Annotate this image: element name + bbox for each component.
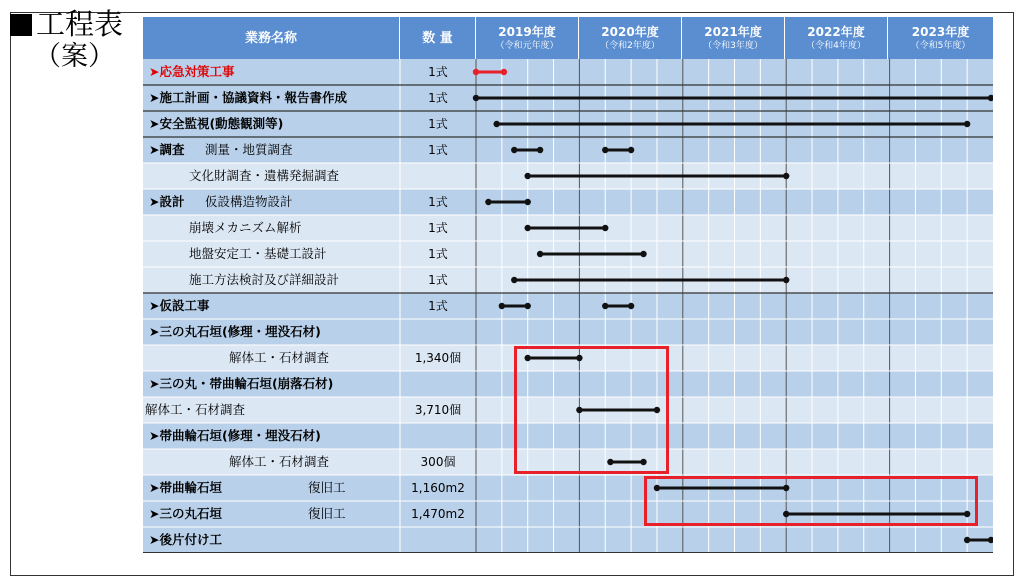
task-quantity: 1式: [428, 247, 448, 261]
task-detail-text: 測量・地質調査: [205, 142, 293, 157]
gantt-bar-endpoint: [511, 147, 517, 153]
task-name-text: ➤安全監視(動態観測等): [149, 116, 284, 131]
task-quantity: 1,340個: [414, 351, 462, 365]
gantt-bar-endpoint: [628, 147, 634, 153]
title-square-icon: [10, 14, 32, 36]
gantt-bar-endpoint: [525, 173, 531, 179]
task-name-text: ➤帯曲輪石垣(修理・埋没石材): [149, 428, 321, 443]
task-quantity: 1式: [428, 299, 448, 313]
task-name-text: 施工方法検討及び詳細設計: [189, 272, 340, 287]
header-year-label: 2020年度: [601, 24, 659, 39]
task-quantity: 1,160m2: [411, 481, 465, 495]
task-name-text: 解体工・石材調査: [145, 402, 246, 417]
gantt-bar-endpoint: [602, 303, 608, 309]
task-name-text: ➤応急対策工事: [149, 64, 235, 79]
task-name-text: ➤帯曲輪石垣: [149, 480, 222, 495]
task-quantity: 1式: [428, 273, 448, 287]
header-year-sublabel: （令和5年度）: [910, 40, 971, 51]
gantt-bar-endpoint: [537, 147, 543, 153]
highlight-box: [514, 346, 669, 474]
gantt-bar-endpoint: [988, 95, 993, 101]
task-name-text: ➤三の丸石垣(修理・埋没石材): [149, 324, 321, 339]
task-name-text: 解体工・石材調査: [229, 454, 330, 469]
gantt-bar-endpoint: [602, 147, 608, 153]
gantt-bar-endpoint: [473, 69, 479, 75]
task-quantity: 1式: [428, 221, 448, 235]
header-year-label: 2021年度: [704, 24, 762, 39]
gantt-bar-endpoint: [511, 277, 517, 283]
gantt-bar-endpoint: [525, 303, 531, 309]
gantt-bar-endpoint: [473, 95, 479, 101]
header-year-sublabel: （令和2年度）: [600, 40, 660, 51]
gantt-bar-endpoint: [964, 121, 970, 127]
gantt-bar-endpoint: [628, 303, 634, 309]
gantt-bar-endpoint: [499, 303, 505, 309]
task-name-text: ➤三の丸石垣: [149, 506, 222, 521]
task-quantity: 300個: [420, 455, 456, 469]
gantt-bar-endpoint: [525, 199, 531, 205]
gantt-bar-endpoint: [485, 199, 491, 205]
task-name-text: ➤後片付け工: [149, 532, 222, 547]
task-name-text: 崩壊メカニズム解析: [189, 220, 302, 235]
task-name-text: 文化財調査・遺構発掘調査: [189, 168, 340, 183]
task-quantity: 1,470m2: [411, 507, 465, 521]
header-year-label: 2023年度: [911, 24, 970, 39]
gantt-bar-endpoint: [537, 251, 543, 257]
schedule-table: [143, 17, 993, 554]
task-name-text: 解体工・石材調査: [229, 350, 330, 365]
gantt-bar-endpoint: [783, 173, 789, 179]
gantt-bar-endpoint: [640, 251, 646, 257]
gantt-bar-endpoint: [501, 69, 507, 75]
gantt-bar-endpoint: [783, 277, 789, 283]
task-detail-text: 復旧工: [308, 480, 346, 495]
task-quantity: 3,710個: [414, 403, 462, 417]
gantt-bar-endpoint: [964, 537, 970, 543]
gantt-bar-endpoint: [602, 225, 608, 231]
task-name-text: ➤調査: [149, 142, 185, 157]
header-qty-label: 数 量: [422, 30, 453, 46]
task-quantity: 1式: [428, 91, 448, 105]
header-year-sublabel: （令和3年度）: [703, 40, 763, 51]
task-name-text: ➤施工計画・協議資料・報告書作成: [149, 90, 347, 105]
page-title: 工程表: [36, 7, 124, 41]
task-name-text: ➤仮設工事: [149, 298, 210, 313]
highlight-box: [644, 476, 978, 526]
gantt-bar-endpoint: [525, 225, 531, 231]
page-subtitle: （案）: [34, 41, 115, 72]
header-year-label: 2019年度: [498, 24, 556, 39]
gantt-bar-endpoint: [493, 121, 499, 127]
header-task-label: 業務名称: [244, 30, 297, 46]
task-quantity: 1式: [428, 195, 448, 209]
gantt-bar-endpoint: [988, 537, 993, 543]
task-detail-text: 復旧工: [308, 506, 346, 521]
header-year-sublabel: （令和元年度）: [495, 40, 559, 51]
task-detail-text: 仮設構造物設計: [205, 194, 293, 209]
header-year-label: 2022年度: [807, 24, 865, 39]
header-year-sublabel: （令和4年度）: [806, 40, 866, 51]
task-name-text: ➤設計: [149, 194, 185, 209]
task-name-text: 地盤安定工・基礎工設計: [189, 246, 327, 261]
task-name-text: ➤三の丸・帯曲輪石垣(崩落石材): [149, 376, 334, 391]
task-quantity: 1式: [428, 65, 448, 79]
task-quantity: 1式: [428, 117, 448, 131]
task-quantity: 1式: [428, 143, 448, 157]
